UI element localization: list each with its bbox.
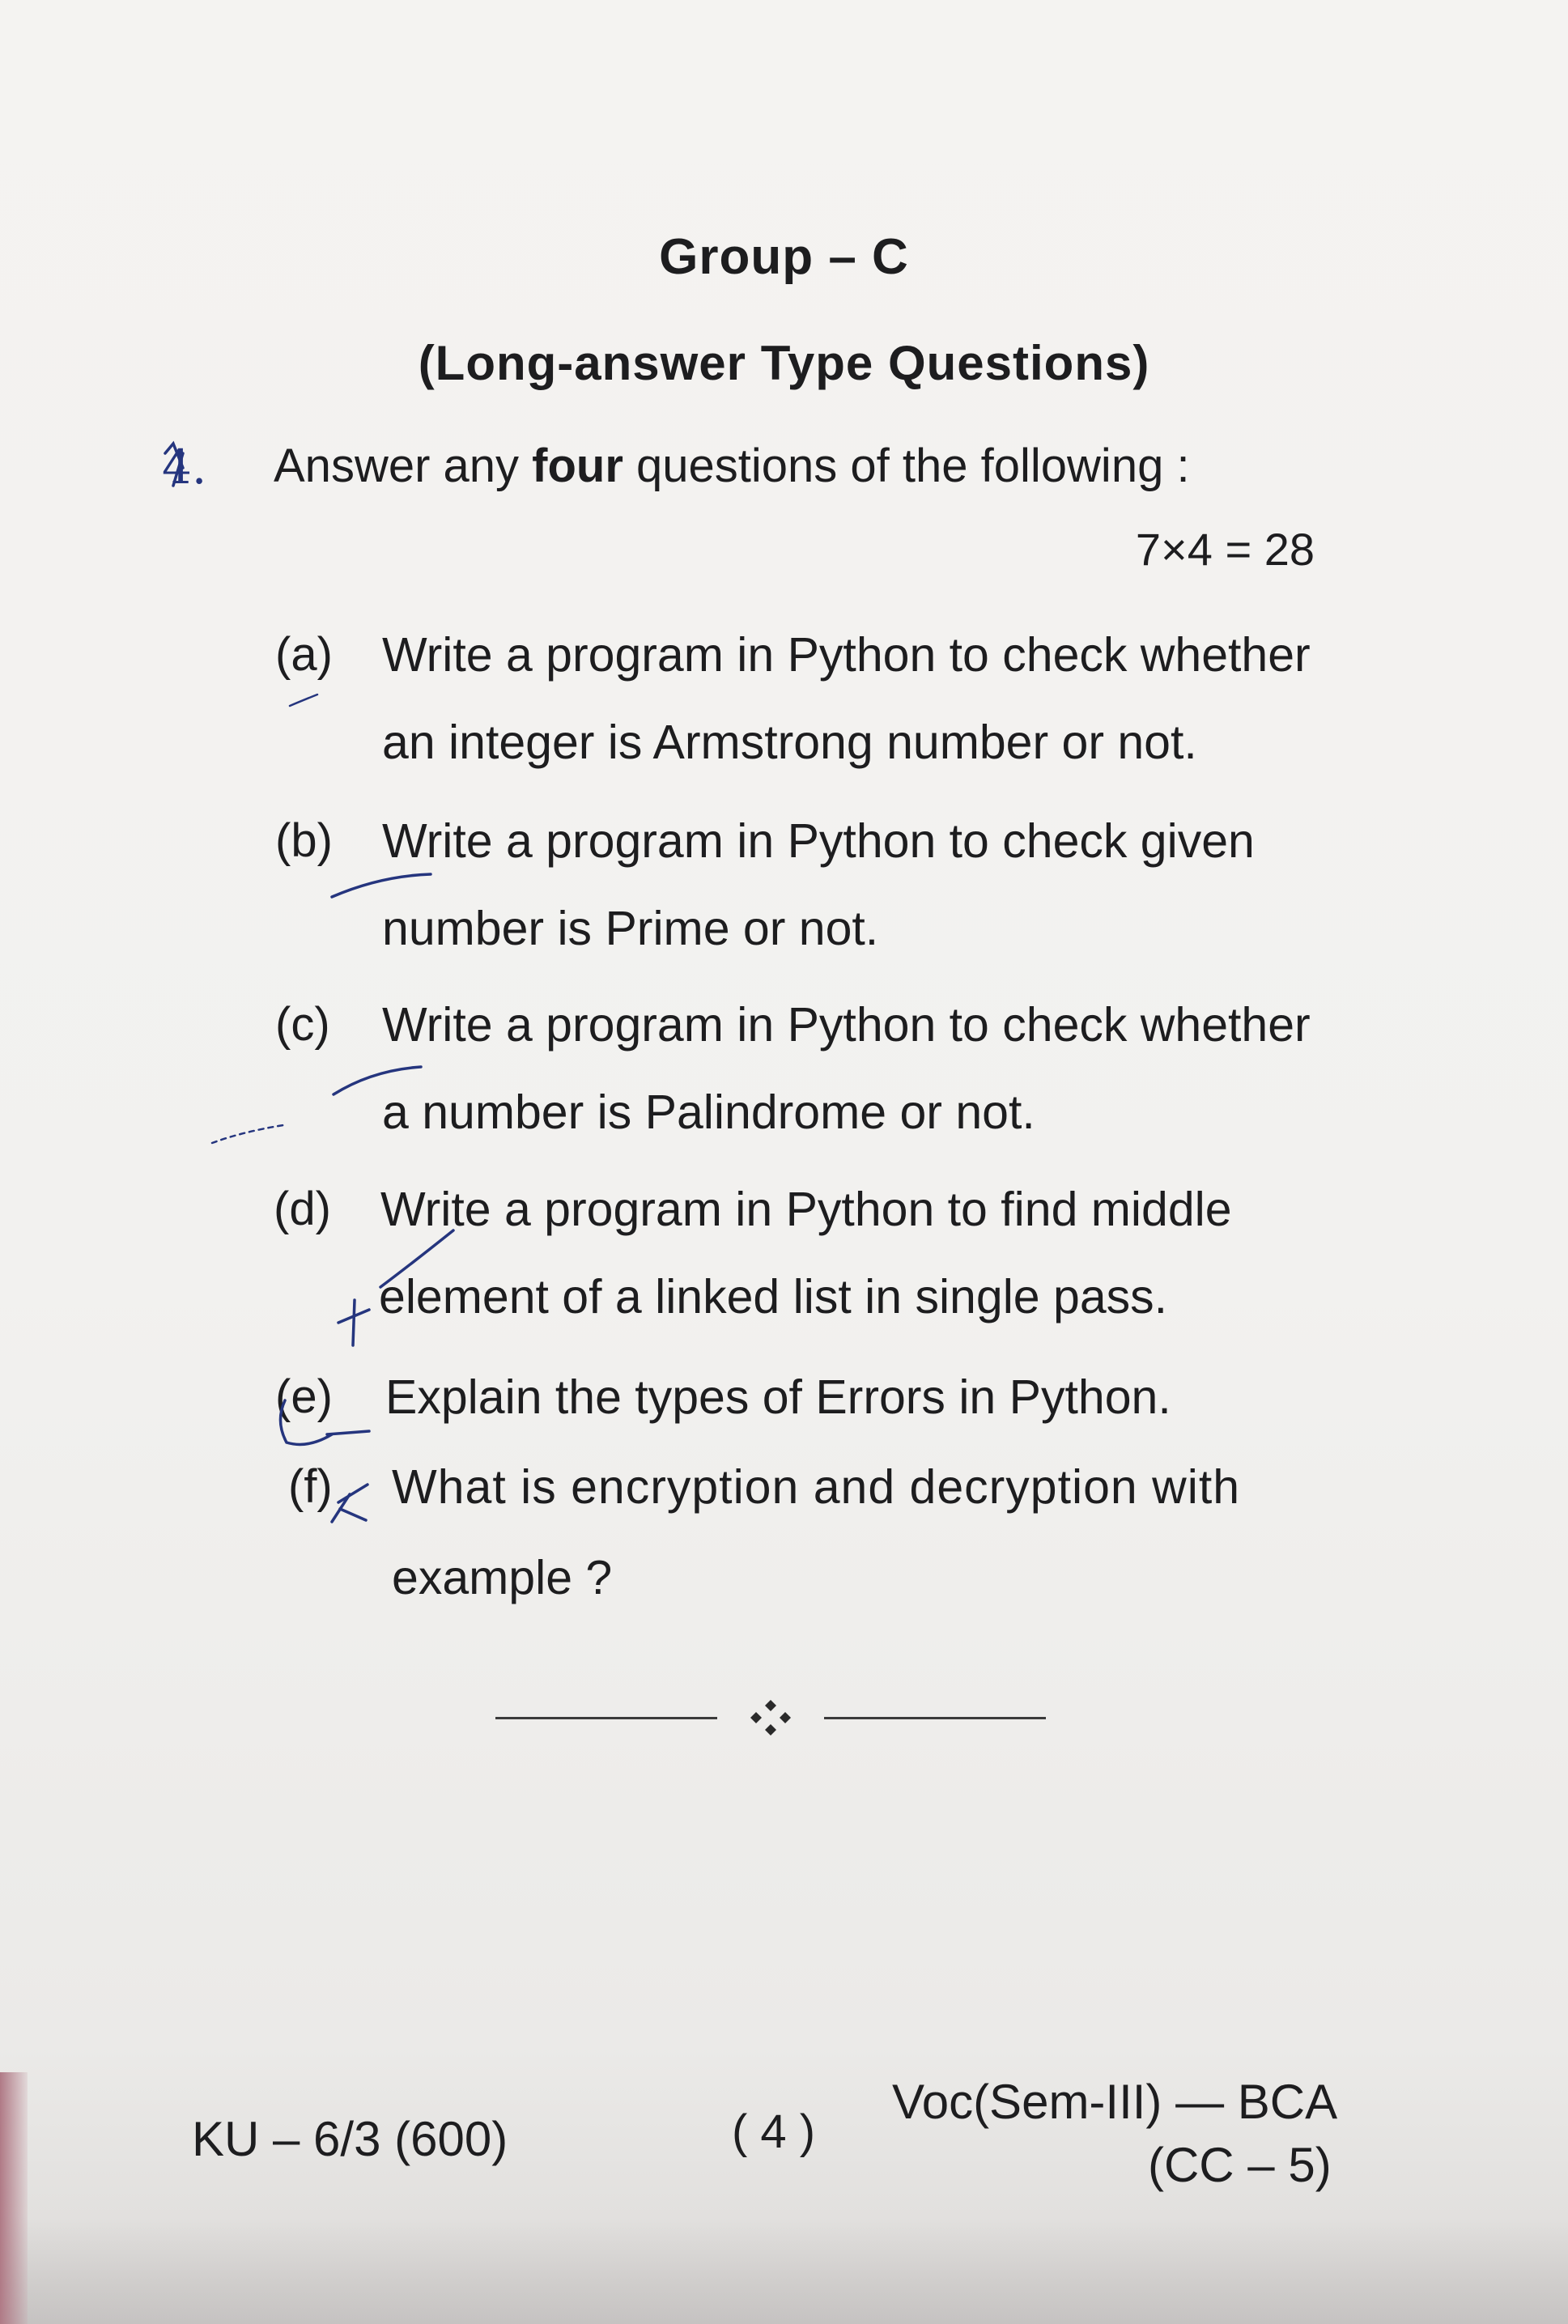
item-text-line1: Write a program in Python to find middle bbox=[380, 1183, 1232, 1236]
instruction-prefix: Answer any bbox=[274, 440, 533, 492]
divider-rule-right bbox=[824, 1717, 1046, 1719]
item-label: (c) bbox=[275, 998, 330, 1051]
item-text-line1: What is encryption and decryption with bbox=[392, 1460, 1241, 1514]
marks-allocation: 7×4 = 28 bbox=[1135, 524, 1315, 575]
question-instruction bbox=[274, 439, 1190, 493]
section-subtitle: (Long-answer Type Questions) bbox=[418, 336, 1150, 390]
page-number: ( 4 ) bbox=[732, 2105, 816, 2158]
diamond-ornament-icon bbox=[748, 1700, 793, 1736]
background-edge bbox=[0, 2072, 28, 2324]
item-label: (f) bbox=[288, 1460, 333, 1513]
item-label: (d) bbox=[274, 1183, 331, 1235]
instruction-suffix: questions of the following : bbox=[623, 440, 1190, 492]
item-label: (e) bbox=[275, 1370, 333, 1423]
item-text-line2: element of a linked list in single pass. bbox=[379, 1270, 1168, 1323]
paper-code: KU – 6/3 (600) bbox=[192, 2112, 508, 2166]
item-label: (a) bbox=[275, 628, 333, 681]
item-label: (b) bbox=[275, 814, 333, 867]
page-shadow bbox=[0, 2218, 1568, 2324]
item-text-line2: a number is Palindrome or not. bbox=[382, 1086, 1035, 1139]
item-text-line1: Write a program in Python to check given bbox=[382, 814, 1255, 868]
item-text-line2: number is Prime or not. bbox=[382, 902, 879, 955]
group-title: Group – C bbox=[659, 229, 909, 285]
divider-rule-left bbox=[495, 1717, 717, 1719]
item-text-line1: Explain the types of Errors in Python. bbox=[385, 1370, 1171, 1424]
question-number: 4. bbox=[162, 440, 207, 495]
item-text-line2: an integer is Armstrong number or not. bbox=[382, 716, 1197, 769]
section-divider bbox=[495, 1705, 1046, 1729]
item-text-line1: Write a program in Python to check whether bbox=[382, 628, 1311, 682]
instruction-bold: four bbox=[532, 440, 623, 492]
course-title: Voc(Sem-III) — BCA bbox=[892, 2075, 1338, 2129]
course-code: (CC – 5) bbox=[1148, 2138, 1332, 2192]
item-text-line2: example ? bbox=[392, 1551, 613, 1604]
item-text-line1: Write a program in Python to check whether bbox=[382, 998, 1311, 1052]
